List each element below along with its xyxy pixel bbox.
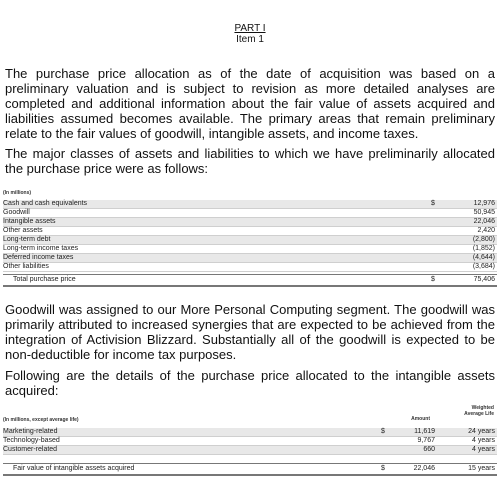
total-currency: $ xyxy=(431,276,435,283)
total-label: Fair value of intangible assets acquired xyxy=(13,465,135,472)
paragraph-major-classes: The major classes of assets and liabilities to which we have preliminarily allocated the purchase price were as follows: xyxy=(5,146,495,176)
row-value: 50,945 xyxy=(473,209,495,216)
col-life-line-2: Average Life xyxy=(464,411,494,417)
total-value: 22,046 xyxy=(413,465,435,472)
table-row xyxy=(3,227,497,236)
total-life: 15 years xyxy=(468,465,495,472)
row-label: Long-term debt xyxy=(3,236,51,243)
table-row xyxy=(3,428,497,437)
table-row xyxy=(3,254,497,263)
paragraph-allocation-basis: The purchase price allocation as of the date of acquisition was based on a preliminary valuation and is subject to revision as more detailed analyses are completed and additional information about the fair value of assets acquired and liabilities assumed becomes available. The primary areas that remain preliminary relate to the fair values of goodwill, intangible assets, and income taxes. xyxy=(5,66,495,141)
part-heading: PART I xyxy=(234,23,266,34)
row-label: Other liabilities xyxy=(3,263,49,270)
row-value: (3,684) xyxy=(472,263,495,270)
intangibles-table xyxy=(3,428,497,476)
col-life-line-1: Weighted xyxy=(471,405,494,411)
total-row xyxy=(3,463,497,476)
total-row xyxy=(3,274,497,287)
row-value: 2,420 xyxy=(477,227,495,234)
paragraph-intangibles-intro: Following are the details of the purchase price allocated to the intangible assets acquired: xyxy=(5,368,495,398)
table-row xyxy=(3,236,497,245)
row-label: Customer-related xyxy=(3,446,58,453)
table-row xyxy=(3,245,497,254)
row-label: Marketing-related xyxy=(3,428,58,435)
table-row xyxy=(3,437,497,446)
row-value: 22,046 xyxy=(473,218,495,225)
row-currency: $ xyxy=(381,428,385,435)
row-value: 660 xyxy=(423,446,435,453)
row-label: Long-term income taxes xyxy=(3,245,79,252)
item-heading: Item 1 xyxy=(236,34,264,45)
row-life: 24 years xyxy=(468,428,495,435)
row-label: Goodwill xyxy=(3,209,30,216)
intangibles-col-life-header xyxy=(440,405,494,417)
row-value: (1,852) xyxy=(472,245,495,252)
table-row xyxy=(3,209,497,218)
table-row xyxy=(3,263,497,272)
allocation-table xyxy=(3,200,497,290)
row-value: (2,800) xyxy=(472,236,495,243)
allocation-table-unit-header: (In millions) xyxy=(3,190,32,196)
row-life: 4 years xyxy=(472,446,495,453)
total-value: 75,406 xyxy=(473,276,495,283)
table-row xyxy=(3,200,497,209)
total-currency: $ xyxy=(381,465,385,472)
row-value: 11,619 xyxy=(414,428,435,435)
table-row xyxy=(3,446,497,455)
row-label: Cash and cash equivalents xyxy=(3,200,88,207)
paragraph-goodwill: Goodwill was assigned to our More Personal Computing segment. The goodwill was primarily attributed to increased synergies that are expected to be achieved from the integration of Activision Blizzard. Substantially all of the goodwill is expected to be non-deductible for income tax purposes. xyxy=(5,302,495,362)
row-label: Other assets xyxy=(3,227,43,234)
intangibles-col-amount-header: Amount xyxy=(411,416,430,422)
total-label: Total purchase price xyxy=(13,276,76,283)
table-row xyxy=(3,218,497,227)
row-label: Technology-based xyxy=(3,437,60,444)
row-value: 12,976 xyxy=(473,200,495,207)
row-currency: $ xyxy=(431,200,435,207)
intangibles-table-unit-header: (In millions, except average life) xyxy=(3,417,79,423)
row-value: 9,767 xyxy=(417,437,435,444)
row-label: Intangible assets xyxy=(3,218,56,225)
row-label: Deferred income taxes xyxy=(3,254,74,261)
row-value: (4,644) xyxy=(472,254,495,261)
row-life: 4 years xyxy=(472,437,495,444)
